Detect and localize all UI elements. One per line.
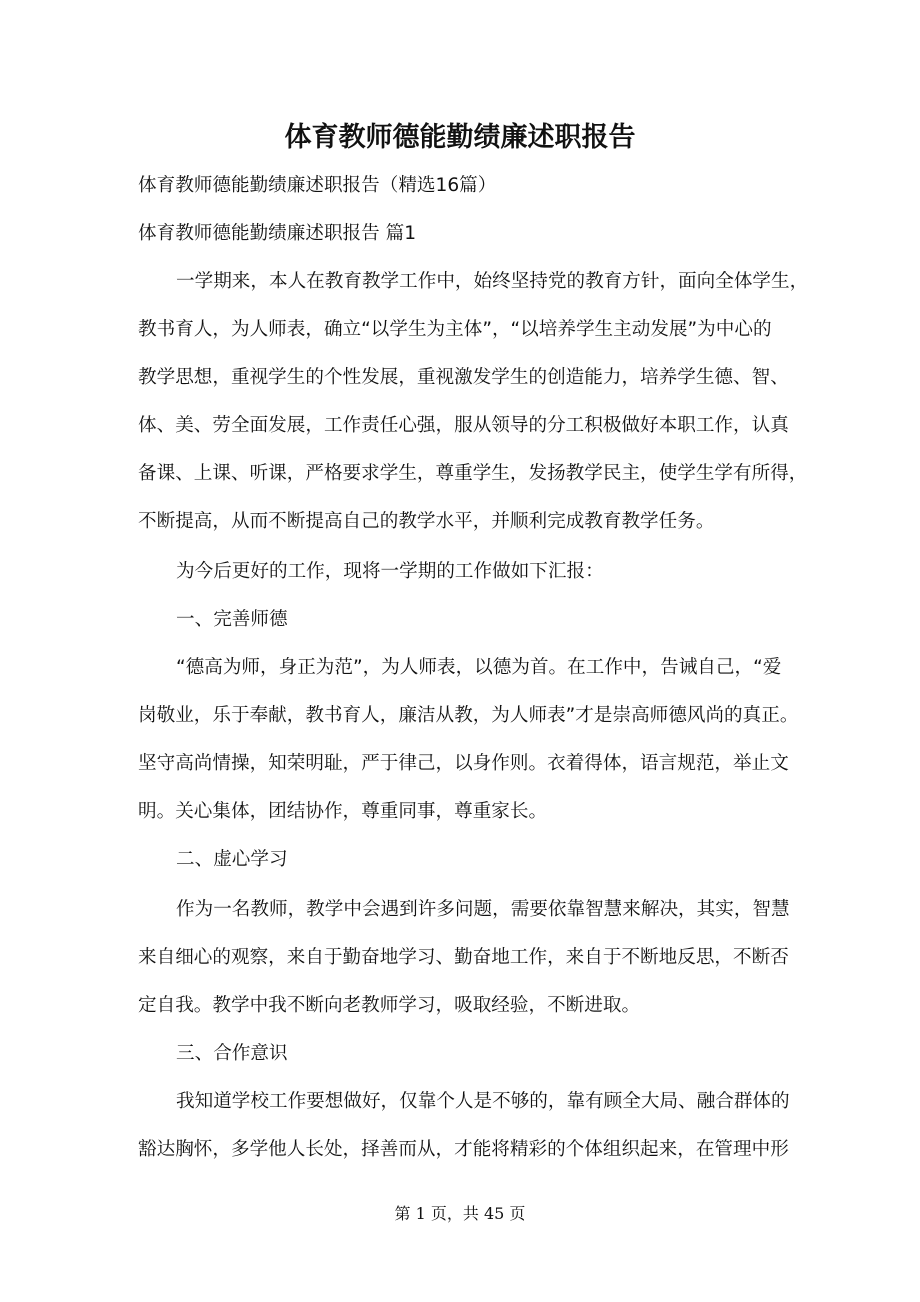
- subsection-heading: 二、虚心学习: [176, 849, 288, 870]
- body-line: 岗敬业，乐于奉献，教书育人，廉洁从教，为人师表”才是崇高师德风尚的真正。: [138, 705, 799, 726]
- subsection-heading: 一、完善师德: [176, 609, 288, 630]
- body-line: 备课、上课、听课，严格要求学生，尊重学生，发扬教学民主，使学生学有所得，: [138, 463, 808, 484]
- body-line: 教书育人，为人师表，确立“以学生为主体”，“以培养学生主动发展”为中心的: [138, 319, 772, 340]
- body-line: 作为一名教师，教学中会遇到许多问题，需要依靠智慧来解决，其实，智慧: [176, 899, 790, 920]
- body-line: 我知道学校工作要想做好，仅靠个人是不够的，靠有顾全大局、融合群体的: [176, 1091, 790, 1112]
- page-number: 第 1 页，共 45 页: [394, 1204, 526, 1223]
- body-line: “德高为师，身正为范”，为人师表，以德为首。在工作中，告诫自己，“爱: [176, 657, 782, 678]
- body-line: 坚守高尚情操，知荣明耻，严于律己，以身作则。衣着得体，语言规范，举止文: [138, 753, 789, 774]
- body-line: 豁达胸怀，多学他人长处，择善而从，才能将精彩的个体组织起来，在管理中形: [138, 1139, 789, 1160]
- body-line: 来自细心的观察，来自于勤奋地学习、勤奋地工作，来自于不断地反思，不断否: [138, 947, 789, 968]
- body-line: 不断提高，从而不断提高自己的教学水平，并顺利完成教育教学任务。: [138, 511, 715, 532]
- subsection-heading: 三、合作意识: [176, 1043, 288, 1064]
- body-line: 体、美、劳全面发展，工作责任心强，服从领导的分工积极做好本职工作，认真: [138, 415, 789, 436]
- document-subtitle: 体育教师德能勤绩廉述职报告（精选16篇）: [138, 175, 497, 196]
- section-heading: 体育教师德能勤绩廉述职报告 篇1: [138, 223, 417, 244]
- body-line: 定自我。教学中我不断向老教师学习，吸取经验，不断进取。: [138, 995, 641, 1016]
- body-line: 为今后更好的工作，现将一学期的工作做如下汇报：: [176, 561, 604, 582]
- document-title: 体育教师德能勤绩廉述职报告: [284, 122, 636, 153]
- body-line: 教学思想，重视学生的个性发展，重视激发学生的创造能力，培养学生德、智、: [138, 367, 789, 388]
- body-line: 明。关心集体，团结协作，尊重同事，尊重家长。: [138, 801, 548, 822]
- body-line: 一学期来，本人在教育教学工作中，始终坚持党的教育方针，面向全体学生，: [176, 271, 809, 292]
